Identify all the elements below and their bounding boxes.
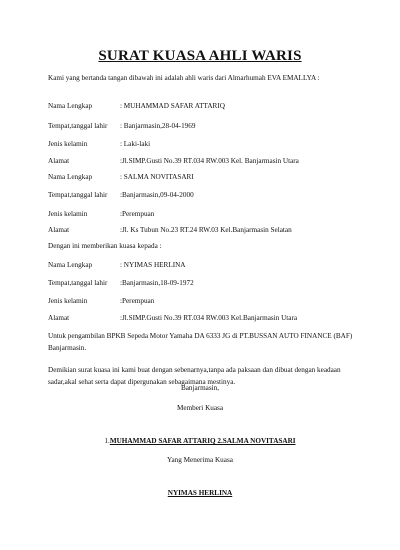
recipient-name-value: : NYIMAS HERLINA (120, 261, 186, 269)
heir1-address-value: :Jl.SIMP.Gusti No.39 RT.034 RW.003 Kel. Banjarmasin Utara (120, 157, 299, 165)
grant-intro-text: Dengan ini memberikan kuasa kepada : (48, 242, 162, 250)
recipient-birth-label: Tempat,tanggal lahir (48, 279, 108, 287)
closing-text: Demikian surat kuasa ini kami buat dengan sebenarnya,tanpa ada paksaan dan dibuat dengan keadaan sadar,akal sehat serta dapat dipergunakan sebagaimana mestinya. (48, 366, 341, 386)
heir1-address-label: Alamat (48, 157, 70, 165)
grantor-label: Memberi Kuasa (176, 404, 224, 412)
heir1-gender-label: Jenis kelamin (48, 140, 88, 148)
heir2-address-value: :Jl. Ks Tubun No.23 RT.24 RW.03 Kel.Banjarmasin Selatan (120, 226, 292, 234)
signatories-line (0, 437, 400, 445)
heir2-address-label: Alamat (48, 226, 70, 234)
recipient-sign-label: Yang Menerima Kuasa (167, 456, 233, 464)
heir1-name-value: : MUHAMMAD SAFAR ATTARIQ (120, 102, 225, 110)
signatories-prefix: 1. (104, 437, 110, 445)
heir1-birth-value: : Banjarmasin,28-04-1969 (120, 122, 196, 130)
signatories-names: MUHAMMAD SAFAR ATTARIQ 2.SALMA NOVITASARI (109, 437, 296, 445)
heir1-birth-label: Tempat,tanggal lahir (48, 122, 108, 130)
recipient-address-value: :Jl.SIMP.Gusti No.39 RT.034 RW.003 Kel.Banjarmasin Utara (120, 314, 298, 322)
heir2-name-value: : SALMA NOVITASARI (120, 173, 194, 181)
recipient-birth-value: :Banjarmasin,18-09-1972 (120, 279, 194, 287)
heir2-gender-value: :Perempuan (120, 210, 155, 218)
recipient-gender-value: :Perempuan (120, 297, 155, 305)
heir1-name-label: Nama Lengkap (48, 102, 93, 110)
recipient-sign-name: NYIMAS HERLINA (167, 489, 233, 497)
heir2-birth-value: :Banjarmasin,09-04-2000 (120, 191, 194, 199)
recipient-name-label: Nama Lengkap (48, 261, 93, 269)
heir2-name-label: Nama Lengkap (48, 173, 93, 181)
heir1-gender-value: : Laki-laki (120, 140, 151, 148)
recipient-gender-label: Jenis kelamin (48, 297, 88, 305)
purpose-text: Untuk pengambilan BPKB Sepeda Motor Yamaha DA 6333 JG di PT.BUSSAN AUTO FINANCE (BAF) Banjarmasin. (48, 332, 353, 352)
document-title: SURAT KUASA AHLI WARIS (98, 48, 302, 64)
intro-text: Kami yang bertanda tangan dibawah ini adalah ahli waris dari Almarhumah EVA EMALLYA : (48, 74, 320, 82)
signing-place: Banjarmasin, (180, 384, 220, 392)
heir2-gender-label: Jenis kelamin (48, 210, 88, 218)
heir2-birth-label: Tempat,tanggal lahir (48, 191, 108, 199)
recipient-address-label: Alamat (48, 314, 70, 322)
